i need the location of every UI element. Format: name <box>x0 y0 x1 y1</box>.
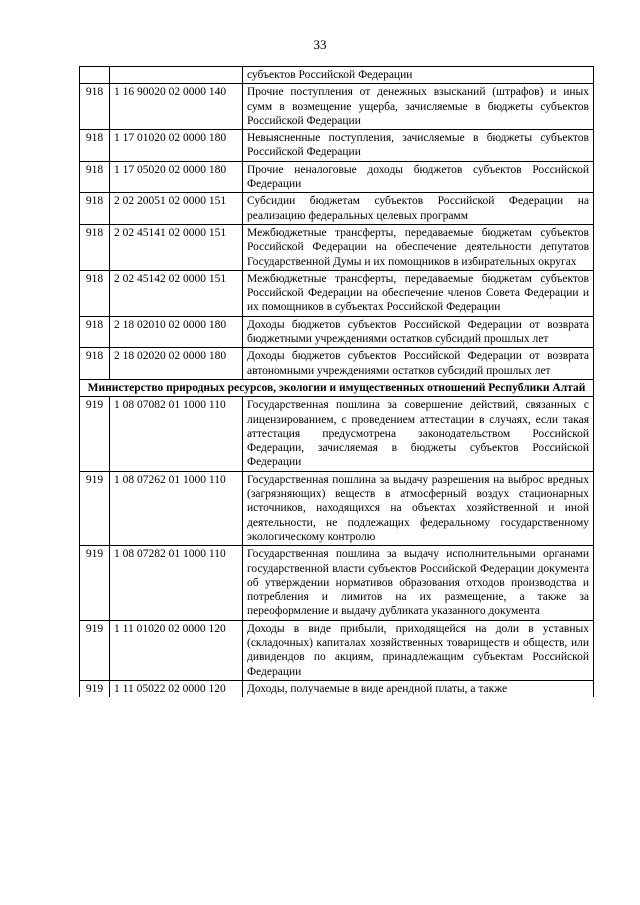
admin-code-cell: 919 <box>80 397 110 471</box>
admin-code-cell: 919 <box>80 620 110 680</box>
table-row <box>80 348 594 380</box>
revenue-name-cell: Невыясненные поступления, зачисляемые в бюджеты субъектов Российской Федерации <box>243 130 594 162</box>
admin-code-cell: 918 <box>80 130 110 162</box>
revenue-code-cell: 1 16 90020 02 0000 140 <box>110 84 243 130</box>
revenue-code-cell: 1 17 01020 02 0000 180 <box>110 130 243 162</box>
table-row <box>80 193 594 225</box>
table-row <box>80 546 594 620</box>
revenue-name-cell: Субсидии бюджетам субъектов Российской Федерации на реализацию федеральных целевых программ <box>243 193 594 225</box>
revenue-code-cell: 1 08 07082 01 1000 110 <box>110 397 243 471</box>
table-row <box>80 84 594 130</box>
table-row <box>80 130 594 162</box>
revenue-name-cell: Доходы бюджетов субъектов Российской Федерации от возврата автономными учреждениями остатков субсидий прошлых лет <box>243 348 594 380</box>
revenue-name-cell: Государственная пошлина за совершение действий, связанных с лицензированием, с проведением аттестации в случаях, если такая аттестация предусмотрена законодательством Российской Федерации, зачисляемая в бюджеты субъектов Российской Федерации <box>243 397 594 471</box>
admin-code-cell: 918 <box>80 348 110 380</box>
table-row <box>80 316 594 348</box>
table-row <box>80 67 594 84</box>
table-row <box>80 270 594 316</box>
revenue-code-cell: 2 02 45141 02 0000 151 <box>110 224 243 270</box>
admin-code-cell: 918 <box>80 193 110 225</box>
revenue-name-cell: Межбюджетные трансферты, передаваемые бюджетам субъектов Российской Федерации на обеспечение деятельности депутатов Государственной Думы и их помощников в избирательных округах <box>243 224 594 270</box>
section-title: Министерство природных ресурсов, экологии и имущественных отношений Республики Алтай <box>80 379 594 396</box>
admin-code-cell: 918 <box>80 270 110 316</box>
admin-code-cell: 918 <box>80 84 110 130</box>
revenue-code-cell: 1 11 05022 02 0000 120 <box>110 680 243 697</box>
revenue-name-cell: Доходы, получаемые в виде арендной платы, а также <box>243 680 594 697</box>
admin-code-cell: 918 <box>80 161 110 193</box>
revenue-code-cell: 1 08 07282 01 1000 110 <box>110 546 243 620</box>
revenue-code-table <box>79 66 594 697</box>
revenue-name-cell: Доходы бюджетов субъектов Российской Федерации от возврата бюджетными учреждениями остатков субсидий прошлых лет <box>243 316 594 348</box>
revenue-name-cell: Прочие поступления от денежных взысканий (штрафов) и иных сумм в возмещение ущерба, зачисляемые в бюджеты субъектов Российской Федерации <box>243 84 594 130</box>
revenue-name-cell: Государственная пошлина за выдачу исполнительными органами государственной власти субъектов Российской Федерации документа об утверждении нормативов образования отходов производства и потребления и лимитов на их размещение, а также за переоформление и выдачу дубликата указанного документа <box>243 546 594 620</box>
admin-code-cell: 919 <box>80 471 110 545</box>
admin-code-cell: 919 <box>80 680 110 697</box>
table-row <box>80 471 594 545</box>
table-body <box>80 67 594 698</box>
revenue-name-cell: Прочие неналоговые доходы бюджетов субъектов Российской Федерации <box>243 161 594 193</box>
revenue-name-cell: Доходы в виде прибыли, приходящейся на доли в уставных (складочных) капиталах хозяйственных товариществ и обществ, или дивидендов по акциям, принадлежащим субъектам Российской Федерации <box>243 620 594 680</box>
table-row <box>80 680 594 697</box>
revenue-name-cell: Межбюджетные трансферты, передаваемые бюджетам субъектов Российской Федерации на обеспечение членов Совета Федерации и их помощников в субъектах Российской Федерации <box>243 270 594 316</box>
page-number: 33 <box>313 37 327 52</box>
table-row <box>80 224 594 270</box>
revenue-code-cell: 2 02 20051 02 0000 151 <box>110 193 243 225</box>
table-row <box>80 620 594 680</box>
admin-code-cell: 918 <box>80 316 110 348</box>
revenue-name-cell: субъектов Российской Федерации <box>243 67 594 84</box>
section-header-row <box>80 379 594 396</box>
revenue-code-cell: 1 08 07262 01 1000 110 <box>110 471 243 545</box>
table-row <box>80 161 594 193</box>
revenue-code-cell: 1 11 01020 02 0000 120 <box>110 620 243 680</box>
table-row <box>80 397 594 471</box>
revenue-code-cell: 2 18 02010 02 0000 180 <box>110 316 243 348</box>
revenue-code-cell: 2 18 02020 02 0000 180 <box>110 348 243 380</box>
revenue-name-cell: Государственная пошлина за выдачу разрешения на выброс вредных (загрязняющих) веществ в атмосферный воздух стационарных источников, находящихся на объектах хозяйственной и иной деятельности, не подлежащих федеральному государственному экологическому контролю <box>243 471 594 545</box>
admin-code-cell: 918 <box>80 224 110 270</box>
revenue-code-cell: 1 17 05020 02 0000 180 <box>110 161 243 193</box>
admin-code-cell <box>80 67 110 84</box>
admin-code-cell: 919 <box>80 546 110 620</box>
revenue-code-cell: 2 02 45142 02 0000 151 <box>110 270 243 316</box>
revenue-code-cell <box>110 67 243 84</box>
